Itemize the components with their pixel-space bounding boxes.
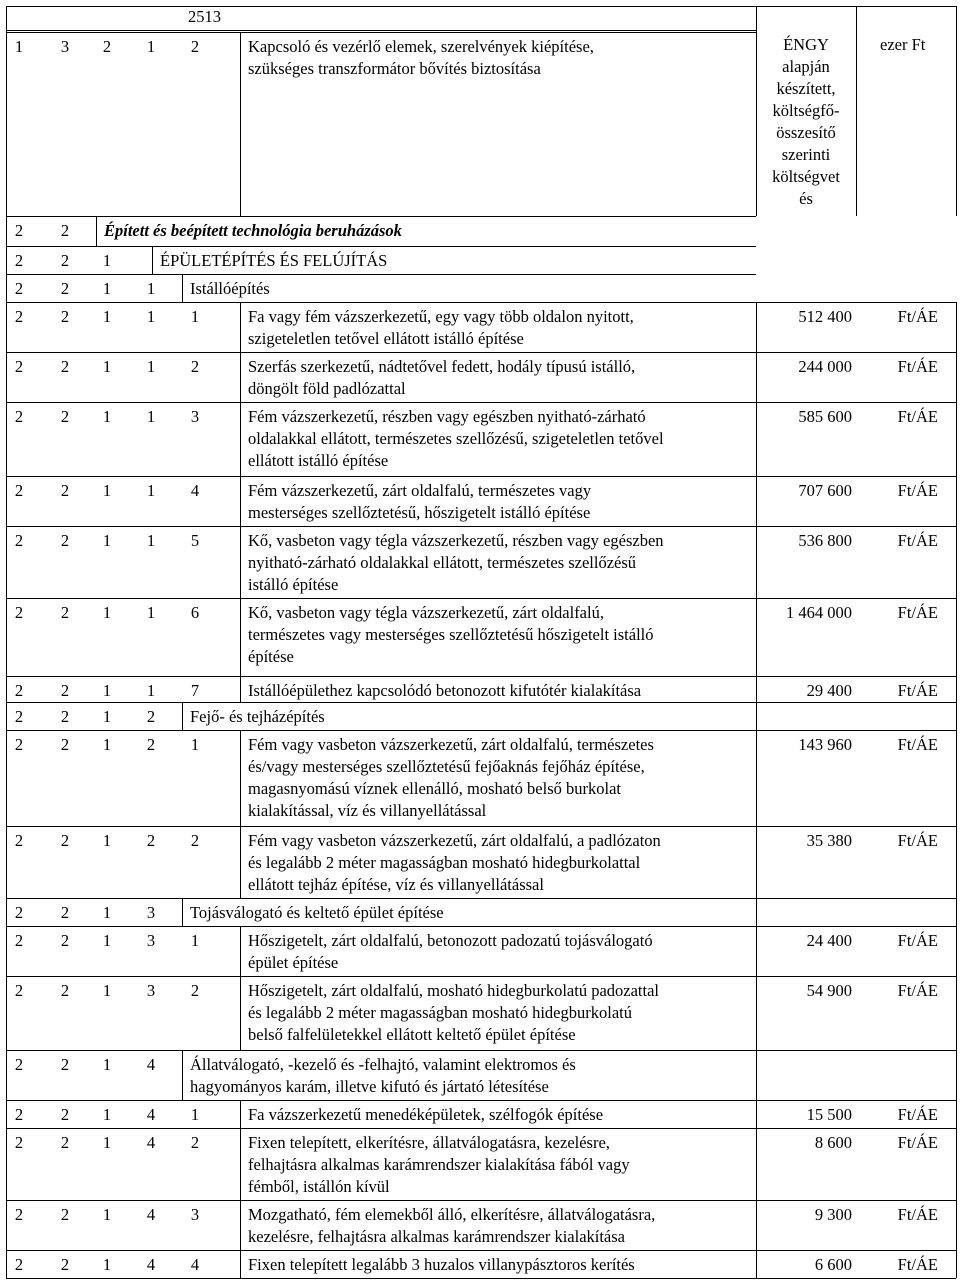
row-separator xyxy=(6,598,956,599)
row-code-digit: 1 xyxy=(102,681,112,700)
row-unit: Ft/ÁE xyxy=(897,603,938,622)
code-divider xyxy=(240,1200,241,1250)
row-code-digit: 2 xyxy=(146,735,156,754)
row-code-digit: 4 xyxy=(146,1105,156,1124)
row-description-line: ellátott tejház építése, víz és villanyellátással xyxy=(248,875,544,894)
row-code-digit: 3 xyxy=(190,407,200,426)
row-unit: Ft/ÁE xyxy=(897,981,938,1000)
row-code-digit: 2 xyxy=(146,831,156,850)
row-description xyxy=(104,220,750,242)
row-unit: Ft/ÁE xyxy=(897,481,938,500)
row-description-line: Fixen telepített legalább 3 huzalos villanypásztoros kerítés xyxy=(248,1255,635,1274)
row-description-line: Épített és beépített technológia beruházások xyxy=(104,221,402,240)
row-separator xyxy=(6,1050,956,1051)
row-code-digit: 1 xyxy=(102,1205,112,1224)
row-description xyxy=(248,1204,750,1248)
row-code-digit: 2 xyxy=(60,221,70,240)
code-divider xyxy=(240,352,241,402)
row-code-digit: 2 xyxy=(14,481,24,500)
row-code-digit: 2 xyxy=(60,903,70,922)
row-description-line: Istállóépülethez kapcsolódó betonozott kifutótér kialakítása xyxy=(248,681,642,700)
row-separator xyxy=(6,402,956,403)
row-description-line: Fa vagy fém vázszerkezetű, egy vagy több oldalon nyitott, xyxy=(248,307,634,326)
code-divider xyxy=(182,702,183,730)
row-code-digit: 2 xyxy=(14,1255,24,1274)
row-code-digit: 1 xyxy=(146,279,156,298)
row-code-digit: 2 xyxy=(60,279,70,298)
row-code-digit: 1 xyxy=(102,531,112,550)
row-code-digit: 2 xyxy=(60,981,70,1000)
row-code-digit: 2 xyxy=(60,735,70,754)
row-description-line: Hőszigetelt, zárt oldalfalú, mosható hidegburkolatú padozattal xyxy=(248,981,659,1000)
row-description xyxy=(248,356,750,400)
row-code-digit: 1 xyxy=(102,1255,112,1274)
row-description-line: Fém vázszerkezetű, részben vagy egészben nyitható-zárható xyxy=(248,407,646,426)
row-description-line: Tojásválogató és keltető épület építése xyxy=(190,903,444,922)
row-description-line: hagyományos karám, illetve kifutó és jártató létesítése xyxy=(190,1077,549,1096)
row-separator xyxy=(6,302,956,303)
header-category xyxy=(756,34,856,210)
row-code-digit: 2 xyxy=(190,357,200,376)
row-description-line: Istállóépítés xyxy=(190,279,270,298)
code-divider xyxy=(240,476,241,526)
row-unit: Ft/ÁE xyxy=(897,307,938,326)
code-divider xyxy=(240,598,241,676)
row-code-digit: 2 xyxy=(60,831,70,850)
row-amount: 9 300 xyxy=(814,1205,852,1224)
row-separator xyxy=(6,476,956,477)
row-code-digit: 2 xyxy=(146,707,156,726)
row-description-line: nyitható-zárható oldalakkal ellátott, természetes szellőzésű xyxy=(248,553,637,572)
table-right-border xyxy=(956,302,957,1278)
row-code-digit: 2 xyxy=(60,1055,70,1074)
row-description-line: épület építése xyxy=(248,953,339,972)
code-divider xyxy=(240,826,241,898)
row-code-digit: 1 xyxy=(102,1055,112,1074)
row-description xyxy=(248,680,750,702)
row-description xyxy=(190,902,750,924)
row-description-line: Szerfás szerkezetű, nádtetővel fedett, hodály típusú istálló, xyxy=(248,357,636,376)
row-description xyxy=(160,250,750,272)
row-code-digit: 2 xyxy=(190,981,200,1000)
row-code-digit: 2 xyxy=(60,1255,70,1274)
row-code-digit: 1 xyxy=(102,251,112,270)
row-code-digit: 2 xyxy=(190,1133,200,1152)
row-code-digit: 1 xyxy=(102,707,112,726)
code-divider xyxy=(240,402,241,476)
row-separator xyxy=(6,1100,956,1101)
table-bottom-border xyxy=(6,1278,956,1279)
row-separator xyxy=(6,730,956,731)
row-unit: Ft/ÁE xyxy=(897,1255,938,1274)
row-separator xyxy=(6,1200,956,1201)
code-divider xyxy=(96,216,97,246)
header-category-line: költségvet xyxy=(772,167,840,186)
row-amount: 8 600 xyxy=(814,1133,852,1152)
row-amount: 35 380 xyxy=(806,831,852,850)
row-separator xyxy=(6,976,956,977)
row-description-line: természetes vagy mesterséges szellőztetésű hőszigetelt istálló xyxy=(248,625,654,644)
header-category-line: alapján xyxy=(782,57,830,76)
row-code-digit: 4 xyxy=(190,481,200,500)
row-amount: 244 000 xyxy=(798,357,852,376)
row-code-digit: 2 xyxy=(60,531,70,550)
row-description-line: Fém vázszerkezetű, zárt oldalfalú, természetes vagy xyxy=(248,481,592,500)
row-description-line: fémből, istállón kívül xyxy=(248,1177,390,1196)
row-description-line: és legalább 2 méter magasságban mosható hidegburkolatú xyxy=(248,1003,632,1022)
row-code-digit: 7 xyxy=(190,681,200,700)
row-code-digit: 3 xyxy=(146,903,156,922)
row-unit: Ft/ÁE xyxy=(897,831,938,850)
header-category-line: költségfő- xyxy=(772,101,840,120)
row-separator xyxy=(6,926,956,927)
row-separator xyxy=(6,526,956,527)
page-header-code: 2513 xyxy=(188,7,221,26)
row-code-digit: 5 xyxy=(190,531,200,550)
row-code-digit: 1 xyxy=(102,981,112,1000)
row-code-digit: 2 xyxy=(60,1105,70,1124)
row-description-line: Fém vagy vasbeton vázszerkezetű, zárt oldalfalú, a padlózaton xyxy=(248,831,661,850)
row-code-digit: 1 xyxy=(146,357,156,376)
row-description-line: Mozgatható, fém elemekből álló, elkerítésre, állatválogatásra, xyxy=(248,1205,656,1224)
code-divider xyxy=(182,274,183,302)
row-code-digit: 1 xyxy=(102,1105,112,1124)
row-separator xyxy=(6,274,756,275)
row-code-digit: 3 xyxy=(60,37,70,56)
row-code-digit: 4 xyxy=(146,1133,156,1152)
row-description xyxy=(248,734,750,822)
row-code-digit: 2 xyxy=(14,307,24,326)
header-category-line: ÉNGY xyxy=(783,35,829,54)
row-description xyxy=(190,706,750,728)
row-unit: Ft/ÁE xyxy=(897,357,938,376)
row-separator xyxy=(6,1128,956,1129)
row-description-line: Kapcsoló és vezérlő elemek, szerelvények kiépítése, xyxy=(248,37,594,56)
row-amount: 512 400 xyxy=(798,307,852,326)
row-code-digit: 1 xyxy=(102,831,112,850)
row-separator xyxy=(6,246,756,247)
row-code-digit: 4 xyxy=(146,1255,156,1274)
row-separator xyxy=(6,1250,956,1251)
row-code-digit: 1 xyxy=(190,931,200,950)
row-separator xyxy=(6,898,956,899)
row-code-digit: 1 xyxy=(102,357,112,376)
row-description-line: felhajtásra alkalmas karámrendszer kialakítása fából vagy xyxy=(248,1155,630,1174)
row-unit: Ft/ÁE xyxy=(897,735,938,754)
row-code-digit: 2 xyxy=(60,931,70,950)
row-code-digit: 2 xyxy=(14,1055,24,1074)
row-code-digit: 2 xyxy=(14,931,24,950)
row-description-line: Kő, vasbeton vagy tégla vázszerkezetű, zárt oldalfalú, xyxy=(248,603,604,622)
row-separator xyxy=(6,826,956,827)
row-description-line: belső falfelületekkel ellátott keltető épület építése xyxy=(248,1025,576,1044)
row-code-digit: 1 xyxy=(102,279,112,298)
row-amount: 54 900 xyxy=(806,981,852,1000)
row-code-digit: 3 xyxy=(146,931,156,950)
row-description-line: szigeteletlen tetővel ellátott istálló építése xyxy=(248,329,524,348)
header-right-border xyxy=(956,6,957,216)
row-separator xyxy=(6,352,956,353)
row-code-digit: 2 xyxy=(14,707,24,726)
row-code-digit: 4 xyxy=(146,1055,156,1074)
row-code-digit: 2 xyxy=(14,407,24,426)
row-unit: Ft/ÁE xyxy=(897,531,938,550)
row-description-line: magasnyomású víznek ellenálló, mosható belső burkolat xyxy=(248,779,621,798)
row-code-digit: 2 xyxy=(60,707,70,726)
row-description xyxy=(248,406,750,472)
row-description-line: istálló építése xyxy=(248,575,339,594)
row-code-digit: 2 xyxy=(14,357,24,376)
code-divider xyxy=(240,676,241,702)
header-category-line: összesítő xyxy=(776,123,836,142)
row-code-digit: 2 xyxy=(190,831,200,850)
row-code-digit: 2 xyxy=(60,307,70,326)
row-separator xyxy=(6,702,956,703)
row-code-digit: 1 xyxy=(146,681,156,700)
row-description-line: és legalább 2 méter magasságban mosható hidegburkolattal xyxy=(248,853,641,872)
row-unit: Ft/ÁE xyxy=(897,1205,938,1224)
row-separator xyxy=(6,32,756,33)
header-left-border xyxy=(756,6,757,216)
row-description-line: oldalakkal ellátott, természetes szellőzésű, szigeteletlen tetővel xyxy=(248,429,664,448)
row-description xyxy=(248,980,750,1046)
row-description-line: kezelésre, felhajtásra alkalmas karámrendszer kialakítása xyxy=(248,1227,626,1246)
row-code-digit: 1 xyxy=(146,531,156,550)
row-unit: Ft/ÁE xyxy=(897,1105,938,1124)
row-amount: 585 600 xyxy=(798,407,852,426)
page-header-divider xyxy=(6,30,756,31)
row-code-digit: 2 xyxy=(14,603,24,622)
row-code-digit: 2 xyxy=(14,735,24,754)
row-amount: 6 600 xyxy=(814,1255,852,1274)
code-divider xyxy=(152,246,153,274)
row-code-digit: 2 xyxy=(14,279,24,298)
row-code-digit: 3 xyxy=(146,981,156,1000)
row-description-line: Fixen telepített, elkerítésre, állatválogatásra, kezelésre, xyxy=(248,1133,610,1152)
row-code-digit: 1 xyxy=(146,37,156,56)
row-description xyxy=(248,830,750,896)
row-code-digit: 3 xyxy=(190,1205,200,1224)
code-divider xyxy=(240,302,241,352)
row-code-digit: 1 xyxy=(146,481,156,500)
row-description-line: Fém vagy vasbeton vázszerkezetű, zárt oldalfalú, természetes xyxy=(248,735,654,754)
row-code-digit: 1 xyxy=(102,307,112,326)
header-mid-border xyxy=(856,6,857,216)
row-code-digit: 1 xyxy=(146,307,156,326)
row-code-digit: 2 xyxy=(14,1133,24,1152)
header-unit: ezer Ft xyxy=(880,35,926,54)
row-code-digit: 2 xyxy=(60,1205,70,1224)
row-code-digit: 2 xyxy=(14,531,24,550)
code-divider xyxy=(240,32,241,216)
row-code-digit: 2 xyxy=(14,251,24,270)
code-divider xyxy=(240,730,241,826)
row-description-line: és/vagy mesterséges szellőztetésű fejőaknás fejőház építése, xyxy=(248,757,645,776)
row-amount: 536 800 xyxy=(798,531,852,550)
code-divider xyxy=(240,976,241,1050)
row-description xyxy=(248,36,750,80)
row-code-digit: 2 xyxy=(14,903,24,922)
code-divider xyxy=(240,1128,241,1200)
row-description-line: kialakítással, víz és villanyellátással xyxy=(248,801,487,820)
row-code-digit: 1 xyxy=(102,481,112,500)
row-description-line: építése xyxy=(248,647,294,666)
row-code-digit: 2 xyxy=(60,681,70,700)
row-code-digit: 2 xyxy=(60,1133,70,1152)
row-code-digit: 2 xyxy=(60,603,70,622)
row-unit: Ft/ÁE xyxy=(897,931,938,950)
row-description xyxy=(248,930,750,974)
row-description xyxy=(248,306,750,350)
row-code-digit: 2 xyxy=(14,1205,24,1224)
row-description xyxy=(248,602,750,668)
code-divider xyxy=(182,1050,183,1100)
row-description-line: szükséges transzformátor bővítés biztosítása xyxy=(248,59,541,78)
row-code-digit: 2 xyxy=(60,357,70,376)
row-code-digit: 1 xyxy=(102,931,112,950)
row-unit: Ft/ÁE xyxy=(897,681,938,700)
header-category-line: készített, xyxy=(776,79,836,98)
row-unit: Ft/ÁE xyxy=(897,1133,938,1152)
row-separator xyxy=(6,216,756,217)
code-divider xyxy=(240,1250,241,1278)
row-description xyxy=(190,278,750,300)
row-description-line: Állatválogató, -kezelő és -felhajtó, valamint elektromos és xyxy=(190,1055,576,1074)
row-code-digit: 1 xyxy=(102,1133,112,1152)
row-amount: 143 960 xyxy=(798,735,852,754)
row-code-digit: 2 xyxy=(14,1105,24,1124)
row-code-digit: 2 xyxy=(102,37,112,56)
row-code-digit: 4 xyxy=(146,1205,156,1224)
row-description-line: ellátott istálló építése xyxy=(248,451,389,470)
row-code-digit: 2 xyxy=(60,407,70,426)
row-description-line: ÉPÜLETÉPÍTÉS ÉS FELÚJÍTÁS xyxy=(160,251,388,270)
row-code-digit: 1 xyxy=(190,735,200,754)
row-amount: 1 464 000 xyxy=(786,603,852,622)
row-code-digit: 1 xyxy=(190,307,200,326)
row-description-line: Fejő- és tejházépítés xyxy=(190,707,325,726)
header-category-line: és xyxy=(799,189,813,208)
row-description-line: döngölt föld padlózattal xyxy=(248,379,406,398)
code-divider xyxy=(240,526,241,598)
header-category-line: szerinti xyxy=(781,145,831,164)
code-divider xyxy=(240,1100,241,1128)
code-divider xyxy=(182,898,183,926)
row-code-digit: 2 xyxy=(14,981,24,1000)
row-code-digit: 1 xyxy=(146,603,156,622)
row-code-digit: 2 xyxy=(14,831,24,850)
table-top-border xyxy=(6,6,756,7)
row-description xyxy=(248,1254,750,1276)
row-amount: 24 400 xyxy=(806,931,852,950)
row-description-line: Hőszigetelt, zárt oldalfalú, betonozott padozatú tojásválogató xyxy=(248,931,653,950)
row-description-line: Kő, vasbeton vagy tégla vázszerkezetű, részben vagy egészben xyxy=(248,531,664,550)
row-description xyxy=(248,1104,750,1126)
row-code-digit: 2 xyxy=(14,221,24,240)
row-code-digit: 1 xyxy=(102,903,112,922)
row-description-line: Fa vázszerkezetű menedéképületek, szélfogók építése xyxy=(248,1105,604,1124)
row-code-digit: 2 xyxy=(60,251,70,270)
row-separator xyxy=(6,676,956,677)
row-unit: Ft/ÁE xyxy=(897,407,938,426)
row-code-digit: 2 xyxy=(190,37,200,56)
table-left-border xyxy=(6,6,7,1278)
row-code-digit: 1 xyxy=(102,735,112,754)
row-code-digit: 1 xyxy=(102,603,112,622)
row-code-digit: 1 xyxy=(190,1105,200,1124)
row-code-digit: 2 xyxy=(60,481,70,500)
row-description xyxy=(248,530,750,596)
row-description xyxy=(248,480,750,524)
row-code-digit: 1 xyxy=(14,37,24,56)
row-description xyxy=(190,1054,750,1098)
row-amount: 707 600 xyxy=(798,481,852,500)
row-code-digit: 2 xyxy=(14,681,24,700)
row-amount: 29 400 xyxy=(806,681,852,700)
row-description-line: mesterséges szellőztetésű, hőszigetelt istálló építése xyxy=(248,503,591,522)
row-code-digit: 1 xyxy=(146,407,156,426)
row-code-digit: 1 xyxy=(102,407,112,426)
row-code-digit: 4 xyxy=(190,1255,200,1274)
code-divider xyxy=(240,926,241,976)
row-description xyxy=(248,1132,750,1198)
row-amount: 15 500 xyxy=(806,1105,852,1124)
row-code-digit: 6 xyxy=(190,603,200,622)
